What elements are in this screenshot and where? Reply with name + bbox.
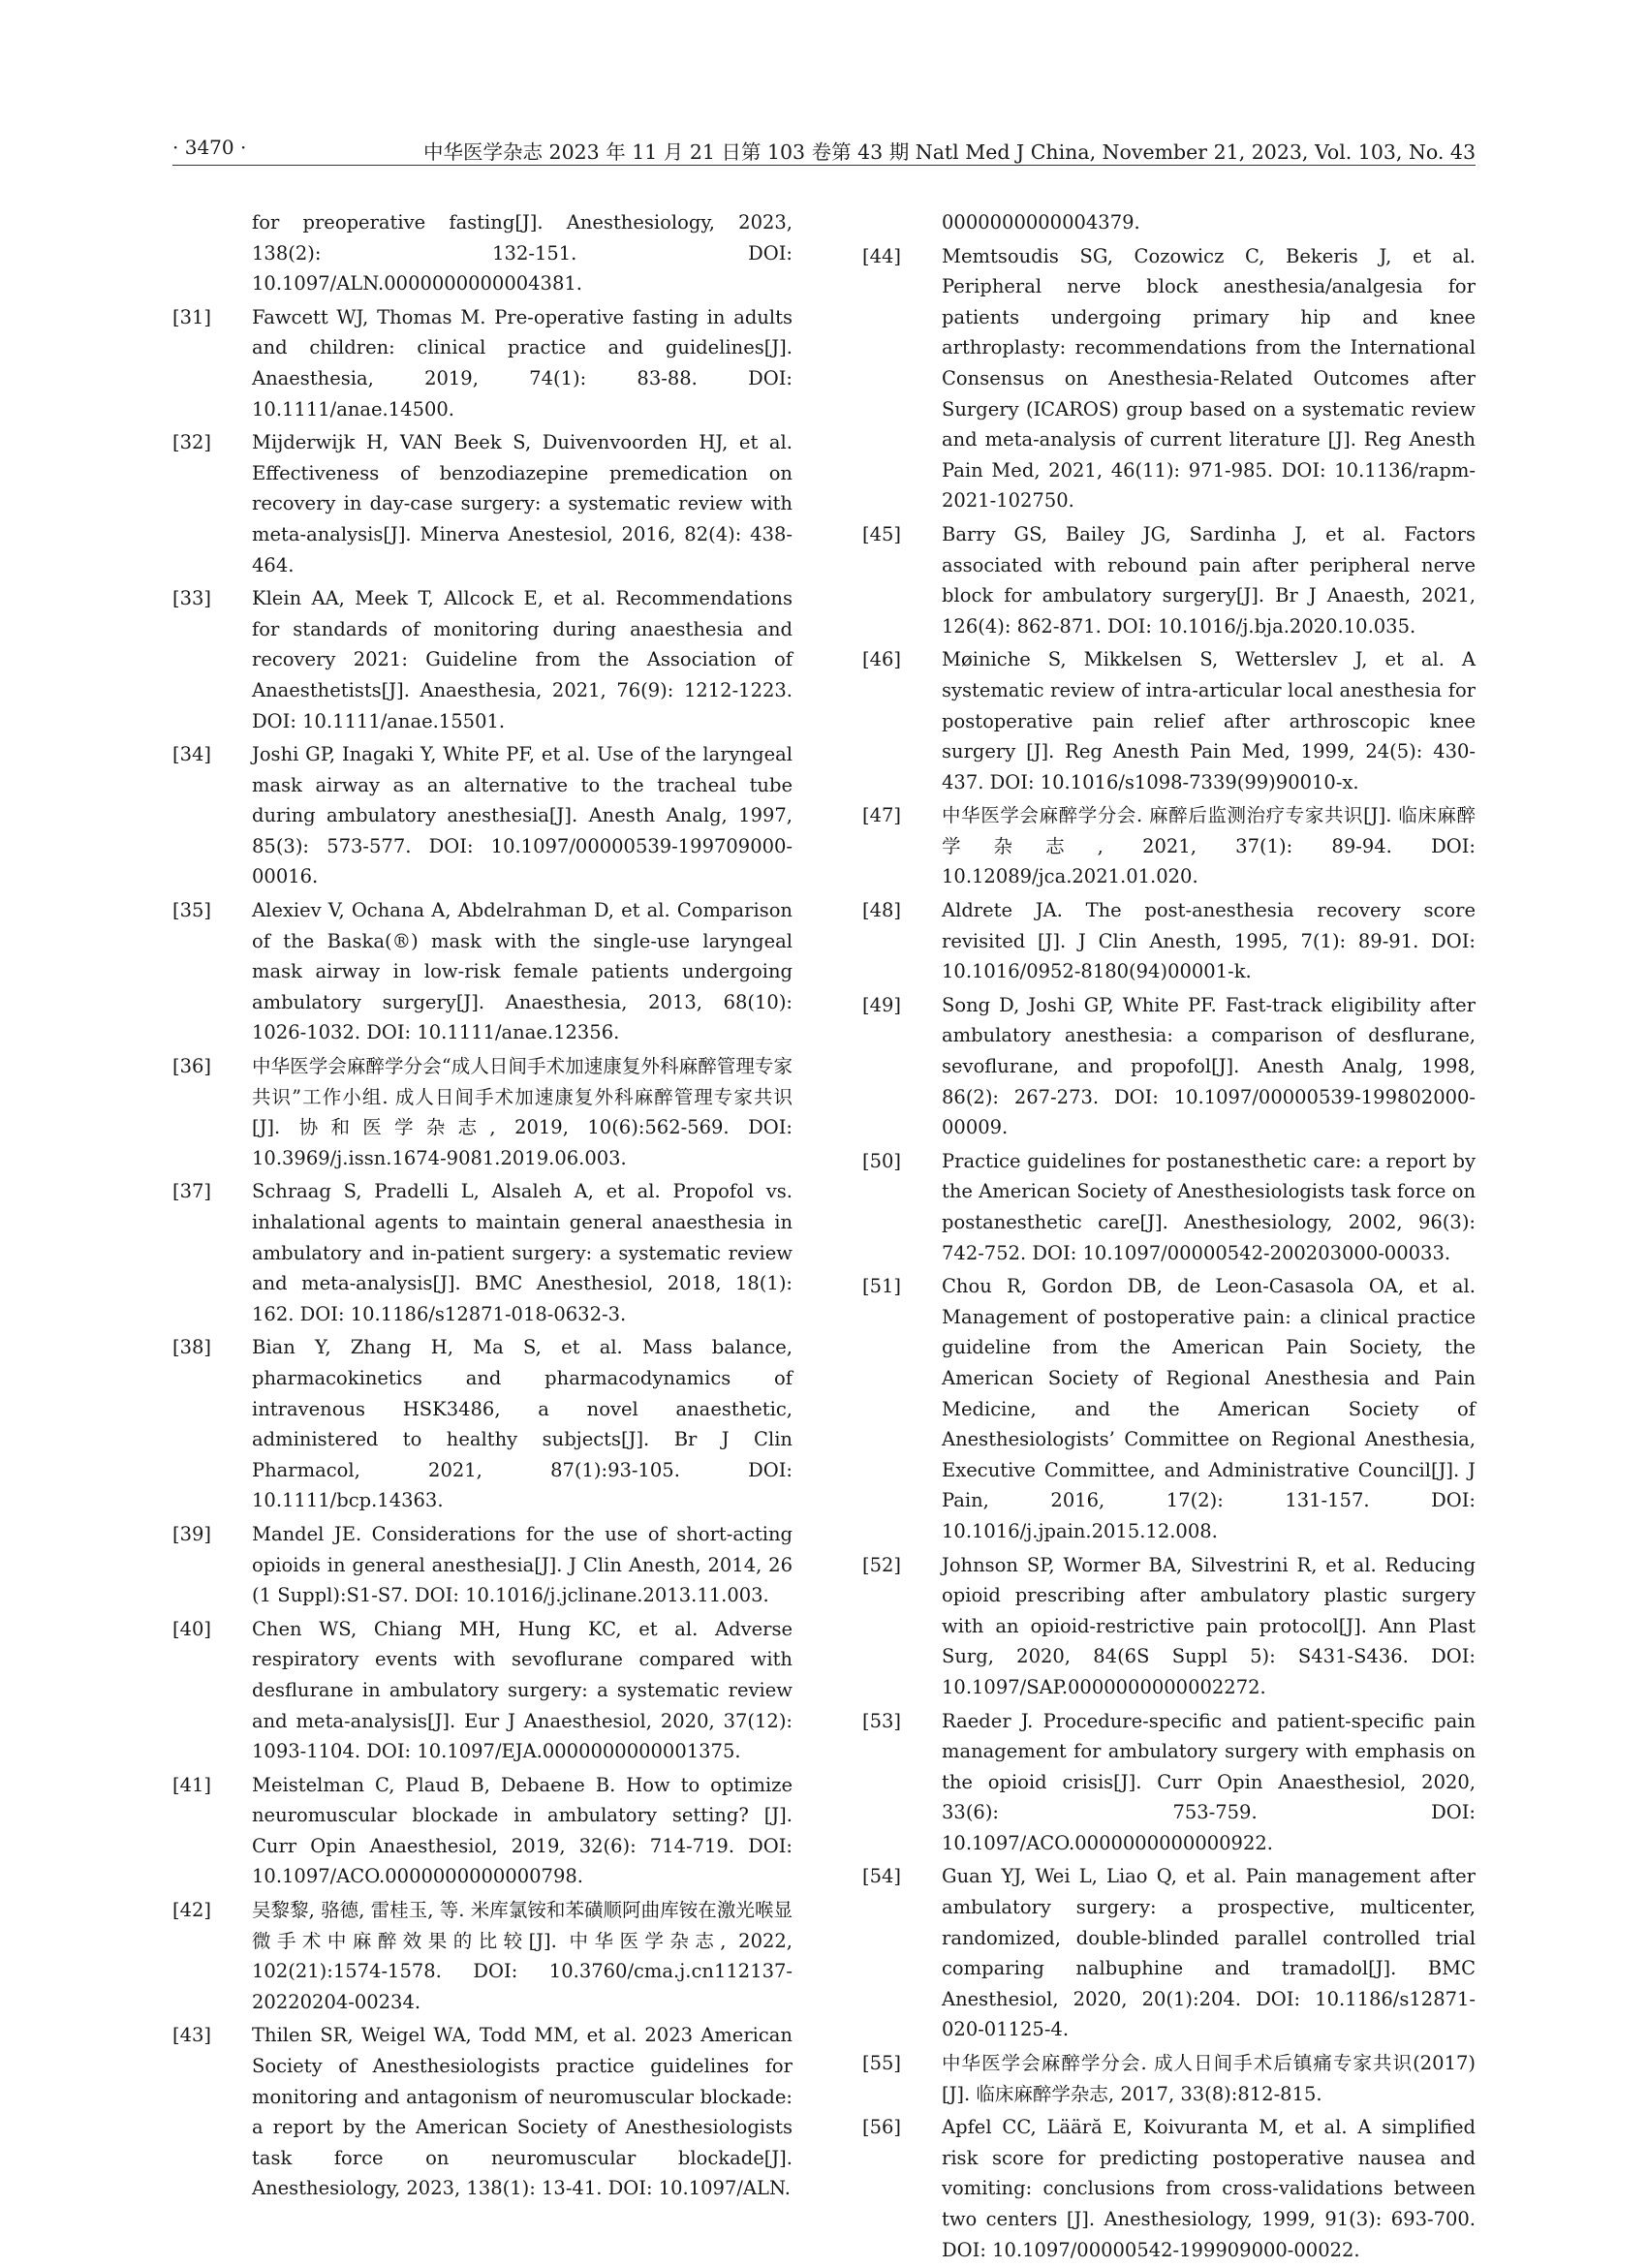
reference-text: 0000000000004379. — [942, 211, 1140, 233]
reference-item — [172, 739, 793, 892]
reference-text: 中华医学会麻醉学分会. 成人日间手术后镇痛专家共识(2017)[J]. 临床麻醉学杂志, 2017, 33(8):812-815. — [942, 2052, 1476, 2105]
reference-text: Raeder J. Procedure-specific and patient-specific pain management for ambulatory surgery with emphasis on the opioid crisis[J]. Curr Opin Anaesthesiol, 2020, 33(6): 753-759. DOI: 10.1097/ACO.0000000000000922. — [942, 1709, 1476, 1854]
reference-item — [862, 241, 1476, 516]
reference-text: Memtsoudis SG, Cozowicz C, Bekeris J, et al. Peripheral nerve block anesthesia/analgesia for patients undergoing primary hip and knee arthroplasty: recommendations from the International Consensus on Anesthesia-Related Outcomes after Surgery (ICAROS) group based on a systematic review and meta-analysis of current literature [J]. Reg Anesth Pain Med, 2021, 46(11): 971-985. DOI: 10.1136/rapm-2021-102750. — [942, 244, 1476, 513]
reference-text: Practice guidelines for postanesthetic care: a report by the American Society of Anesthesiologists task force on postanesthetic care[J]. Anesthesiology, 2002, 96(3): 742-752. DOI: 10.1097/00000542-200203000-00033. — [942, 1149, 1476, 1264]
reference-number: [51] — [862, 1275, 902, 1298]
reference-item — [862, 519, 1476, 641]
reference-text: Møiniche S, Mikkelsen S, Wetterslev J, et al. A systematic review of intra-articular local anesthesia for postoperative pain relief after arthroscopic knee surgery [J]. Reg Anesth Pain Med, 1999, 24(5): 430-437. DOI: 10.1016/s1098-7339(99)90010-x. — [942, 648, 1476, 793]
reference-text: Alexiev V, Ochana A, Abdelrahman D, et al. Comparison of the Baska(®) mask with the single-use laryngeal mask airway in low-risk female patients undergoing ambulatory surgery[J]. Anaesthesia, 2013, 68(10): 1026-1032. DOI: 10.1111/anae.12356. — [252, 899, 793, 1044]
reference-text: Chen WS, Chiang MH, Hung KC, et al. Adverse respiratory events with sevoflurane compared with desflurane in ambulatory surgery: a systematic review and meta-analysis[J]. Eur J Anaesthesiol, 2020, 37(12): 1093-1104. DOI: 10.1097/EJA.0000000000001375. — [252, 1617, 793, 1763]
reference-text: for preoperative fasting[J]. Anesthesiology, 2023, 138(2): 132-151. DOI: 10.1097/ALN.0000000000004381. — [252, 211, 793, 295]
reference-item — [172, 1895, 793, 2017]
reference-item — [862, 2112, 1476, 2265]
reference-text: 中华医学会麻醉学分会“成人日间手术加速康复外科麻醉管理专家共识”工作小组. 成人日间手术加速康复外科麻醉管理专家共识[J]. 协和医学杂志, 2019, 10(6):562-569. DOI: 10.3969/j.issn.1674-9081.2019.06.003. — [252, 1055, 793, 1169]
reference-text: Aldrete JA. The post-anesthesia recovery score revisited [J]. J Clin Anesth, 1995, 7(1): 89-91. DOI: 10.1016/0952-8180(94)00001-k. — [942, 899, 1476, 983]
reference-text: Bian Y, Zhang H, Ma S, et al. Mass balance, pharmacokinetics and pharmacodynamics of intravenous HSK3486, a novel anaesthetic, administered to healthy subjects[J]. Br J Clin Pharmacol, 2021, 87(1):93-105. DOI: 10.1111/bcp.14363. — [252, 1336, 793, 1512]
reference-text: Apfel CC, Lääră E, Koivuranta M, et al. A simplified risk score for predicting postoperative nausea and vomiting: conclusions from cross-validations between two centers [J]. Anesthesiology, 1999, 91(3): 693-700. DOI: 10.1097/00000542-199909000-00022. — [942, 2116, 1476, 2261]
reference-text: Guan YJ, Wei L, Liao Q, et al. Pain management after ambulatory surgery: a prospective, multicenter, randomized, double-blinded parallel controlled trial comparing nalbuphine and tramadol[J]. BMC Anesthesiol, 2020, 20(1):204. DOI: 10.1186/s12871-020-01125-4. — [942, 1865, 1476, 2041]
reference-number: [47] — [862, 804, 902, 827]
page-number: · 3470 · — [172, 136, 247, 159]
reference-number: [44] — [862, 244, 902, 267]
journal-citation-line: 中华医学杂志 2023 年 11 月 21 日第 103 卷第 43 期 Natl Med J China, November 21, 2023, Vol. 103, No. 43 — [423, 140, 1476, 164]
reference-text: Joshi GP, Inagaki Y, White PF, et al. Use of the laryngeal mask airway as an alternative to the tracheal tube during ambulatory anesthesia[J]. Anesth Analg, 1997, 85(3): 573-577. DOI: 10.1097/00000539-199709000-00016. — [252, 743, 793, 888]
reference-number: [31] — [172, 305, 212, 328]
reference-number: [41] — [172, 1773, 212, 1796]
reference-item — [172, 1051, 793, 1173]
reference-number: [56] — [862, 2116, 902, 2139]
reference-item — [862, 800, 1476, 892]
reference-number: [48] — [862, 899, 902, 922]
reference-text: Johnson SP, Wormer BA, Silvestrini R, et al. Reducing opioid prescribing after ambulatory plastic surgery with an opioid-restrictive pain protocol[J]. Ann Plast Surg, 2020, 84(6S Suppl 5): S431-S436. DOI: 10.1097/SAP.0000000000002272. — [942, 1553, 1476, 1698]
reference-item — [862, 2048, 1476, 2109]
reference-item — [172, 2020, 793, 2204]
right-column — [862, 207, 1476, 2268]
reference-text: 吴黎黎, 骆德, 雷桂玉, 等. 米库氯铵和苯磺顺阿曲库铵在激光喉显微手术中麻醉效果的比较[J]. 中华医学杂志, 2022, 102(21):1574-1578. DOI: 10.3760/cma.j.cn112137-20220204-00234. — [252, 1899, 793, 2013]
reference-item — [172, 1770, 793, 1892]
reference-item — [172, 1519, 793, 1611]
reference-item — [862, 1706, 1476, 1859]
reference-item — [862, 1271, 1476, 1546]
reference-item — [862, 1146, 1476, 1268]
reference-text: Mijderwijk H, VAN Beek S, Duivenvoorden HJ, et al. Effectiveness of benzodiazepine premedication on recovery in day-case surgery: a systematic review with meta-analysis[J]. Minerva Anestesiol, 2016, 82(4): 438-464. — [252, 431, 793, 576]
reference-number: [35] — [172, 899, 212, 922]
reference-number: [45] — [862, 522, 902, 545]
reference-number: [38] — [172, 1336, 212, 1359]
reference-number: [42] — [172, 1899, 212, 1922]
reference-number: [40] — [172, 1617, 212, 1640]
reference-number: [33] — [172, 587, 212, 610]
reference-number: [36] — [172, 1055, 212, 1078]
reference-item — [862, 895, 1476, 987]
left-column — [172, 207, 793, 2207]
reference-number: [53] — [862, 1709, 902, 1732]
reference-number: [34] — [172, 743, 212, 766]
reference-text: Fawcett WJ, Thomas M. Pre-operative fasting in adults and children: clinical practice and guidelines[J]. Anaesthesia, 2019, 74(1): 83-88. DOI: 10.1111/anae.14500. — [252, 305, 793, 420]
reference-text: Meistelman C, Plaud B, Debaene B. How to optimize neuromuscular blockade in ambulatory setting? [J]. Curr Opin Anaesthesiol, 2019, 32(6): 714-719. DOI: 10.1097/ACO.0000000000000798. — [252, 1773, 793, 1888]
reference-item — [172, 302, 793, 424]
reference-item — [172, 427, 793, 580]
reference-text: 中华医学会麻醉学分会. 麻醉后监测治疗专家共识[J]. 临床麻醉学杂志, 2021, 37(1): 89-94. DOI: 10.12089/jca.2021.01.020. — [942, 804, 1476, 888]
reference-text: Chou R, Gordon DB, de Leon-Casasola OA, et al. Management of postoperative pain: a clinical practice guideline from the American Pain Society, the American Society of Regional Anesthesia and Pain Medicine, and the American Society of Anesthesiologists’ Committee on Regional Anesthesia, Executive Committee, and Administrative Council[J]. J Pain, 2016, 17(2): 131-157. DOI: 10.1016/j.jpain.2015.12.008. — [942, 1275, 1476, 1542]
reference-number: [52] — [862, 1553, 902, 1576]
reference-continuation — [862, 207, 1476, 238]
reference-text: Schraag S, Pradelli L, Alsaleh A, et al. Propofol vs. inhalational agents to maintain general anaesthesia in ambulatory and in-patient surgery: a systematic review and meta-analysis[J]. BMC Anesthesiol, 2018, 18(1): 162. DOI: 10.1186/s12871-018-0632-3. — [252, 1180, 793, 1325]
reference-number: [37] — [172, 1180, 212, 1203]
reference-text: Barry GS, Bailey JG, Sardinha J, et al. Factors associated with rebound pain after peripheral nerve block for ambulatory surgery[J]. Br J Anaesth, 2021, 126(4): 862-871. DOI: 10.1016/j.bja.2020.10.035. — [942, 522, 1476, 637]
reference-item — [172, 895, 793, 1048]
reference-text: Mandel JE. Considerations for the use of short-acting opioids in general anesthesia[J]. J Clin Anesth, 2014, 26 (1 Suppl):S1-S7. DOI: 10.1016/j.jclinane.2013.11.003. — [252, 1522, 793, 1607]
reference-number: [46] — [862, 648, 902, 671]
reference-number: [55] — [862, 2052, 902, 2075]
reference-number: [54] — [862, 1865, 902, 1888]
reference-number: [43] — [172, 2024, 212, 2047]
reference-item — [172, 1332, 793, 1516]
reference-item — [172, 583, 793, 736]
reference-text: Song D, Joshi GP, White PF. Fast-track eligibility after ambulatory anesthesia: a comparison of desflurane, sevoflurane, and propofol[J]. Anesth Analg, 1998, 86(2): 267-273. DOI: 10.1097/00000539-199802000-00009. — [942, 993, 1476, 1139]
reference-number: [39] — [172, 1522, 212, 1545]
reference-item — [862, 644, 1476, 797]
reference-item — [862, 990, 1476, 1143]
reference-number: [49] — [862, 993, 902, 1016]
reference-item — [862, 1550, 1476, 1703]
running-header — [172, 132, 1476, 166]
reference-item — [172, 1614, 793, 1767]
reference-number: [50] — [862, 1149, 902, 1172]
reference-number: [32] — [172, 431, 212, 454]
reference-text: Thilen SR, Weigel WA, Todd MM, et al. 2023 American Society of Anesthesiologists practice guidelines for monitoring and antagonism of neuromuscular blockade: a report by the American Society of Anesthesiologists task force on neuromuscular blockade[J]. Anesthesiology, 2023, 138(1): 13-41. DOI: 10.1097/ALN. — [252, 2024, 793, 2200]
reference-item — [862, 1861, 1476, 2045]
reference-continuation — [172, 207, 793, 299]
reference-item — [172, 1176, 793, 1329]
reference-text: Klein AA, Meek T, Allcock E, et al. Recommendations for standards of monitoring during anaesthesia and recovery 2021: Guideline from the Association of Anaesthetists[J]. Anaesthesia, 2021, 76(9): 1212-1223. DOI: 10.1111/anae.15501. — [252, 587, 793, 732]
